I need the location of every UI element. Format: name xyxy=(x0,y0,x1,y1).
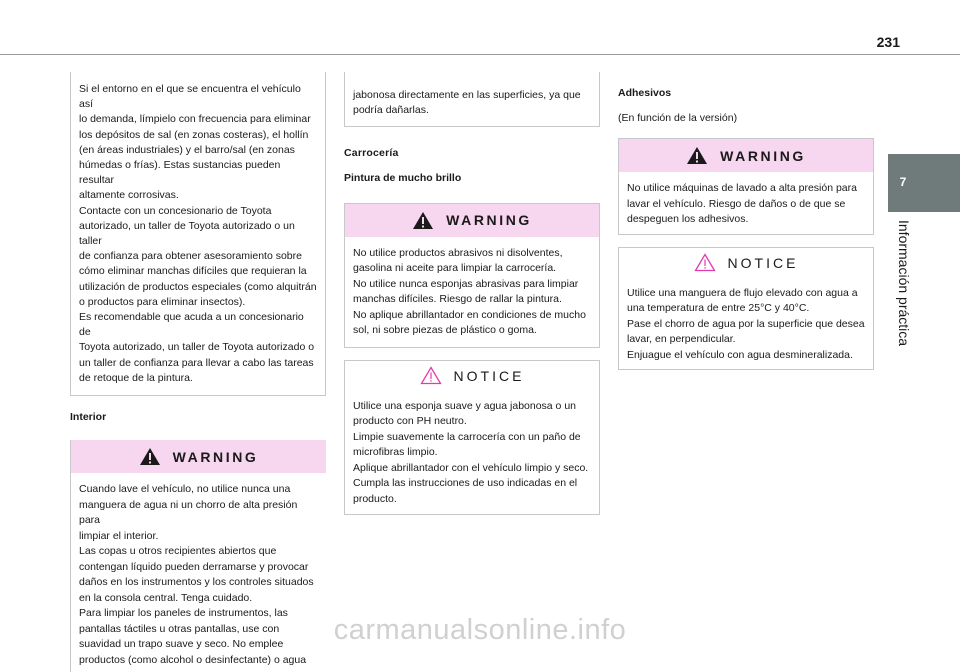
notice-label: NOTICE xyxy=(727,254,799,271)
text-line: lavar, en perpendicular. xyxy=(627,333,736,346)
notice-triangle-icon xyxy=(420,366,442,385)
text-line: los depósitos de sal (en zonas costeras), el hollín xyxy=(79,128,309,141)
text-line: de retoque de la pintura. xyxy=(79,371,193,384)
adhesives-warning-box xyxy=(618,138,874,235)
warning-triangle-icon xyxy=(139,447,161,466)
text-line: No utilice máquinas de lavado a alta presión para xyxy=(627,182,857,195)
text-line: húmedas o frías). Estas sustancias pueden resultar xyxy=(79,159,281,187)
text-line: Aplique abrillantador con el vehículo limpio y seco. xyxy=(353,461,589,474)
text-line: Cumpla las instrucciones de uso indicadas en el xyxy=(353,477,578,490)
text-line: gasolina ni aceite para limpiar la carrocería. xyxy=(353,262,557,275)
text-line: Utilice una manguera de flujo elevado con agua a xyxy=(627,286,858,299)
text-line: lo demanda, límpielo con frecuencia para eliminar xyxy=(79,113,311,126)
text-line: Enjuague el vehículo con agua desmineralizada. xyxy=(627,348,853,361)
version-note: (En función de la versión) xyxy=(618,112,738,125)
body-notice-box xyxy=(344,360,600,516)
text-line: daños en los instrumentos y los controles situados xyxy=(79,576,314,589)
text-line: o productos para eliminar insectos). xyxy=(79,295,246,308)
text-line: podría dañarlas. xyxy=(353,104,429,117)
warning-label: WARNING xyxy=(172,448,259,465)
chapter-title: Información práctica xyxy=(896,220,912,347)
text-line: microfibras limpio. xyxy=(353,446,438,459)
notice-body xyxy=(619,278,873,370)
adhesives-notice-box xyxy=(618,247,874,371)
text-line: No aplique abrillantador en condiciones de mucho xyxy=(353,308,586,321)
section-heading: Carrocería xyxy=(344,147,399,160)
notice-label: NOTICE xyxy=(453,367,525,384)
text-line: utilización de productos especiales (como alquitrán xyxy=(79,280,317,293)
header-rule xyxy=(0,54,960,55)
warning-triangle-icon xyxy=(686,146,708,165)
text-line: de confianza para obtener asesoramiento sobre xyxy=(79,250,302,263)
text-line: Es recomendable que acuda a un concesionario de xyxy=(79,311,304,339)
body-warning-box xyxy=(344,203,600,348)
text-line: despeguen los adhesivos. xyxy=(627,213,749,226)
text-line: autorizado, un taller de Toyota autorizado o un taller xyxy=(79,219,295,248)
warning-header xyxy=(71,440,326,473)
warning-body xyxy=(619,172,873,234)
text-line: Para limpiar los paneles de instrumentos, las xyxy=(79,607,288,620)
continued-box xyxy=(344,72,600,127)
adhesives-heading: Adhesivos xyxy=(618,87,672,99)
text-line: Las copas u otros recipientes abiertos que xyxy=(79,545,277,558)
notice-header xyxy=(345,361,599,391)
text-line: Toyota autorizado, un taller de Toyota autorizado o xyxy=(79,341,315,354)
column-3 xyxy=(618,86,874,370)
text-line: Contacte con un concesionario de Toyota xyxy=(79,204,272,217)
text-line: jabonosa directamente en las superficies, ya que xyxy=(353,89,581,101)
warning-header xyxy=(619,139,873,172)
intro-box xyxy=(70,72,326,396)
text-line: limpiar el interior. xyxy=(79,529,159,542)
chapter-tab[interactable] xyxy=(888,154,960,212)
warning-label: WARNING xyxy=(720,147,806,164)
text-line: Pase el chorro de agua por la superficie que desea xyxy=(627,317,865,330)
text-line: Cuando lave el vehículo, no utilice nunca una xyxy=(79,483,291,496)
text-line: (en áreas industriales) y el barro/sal (en zonas xyxy=(79,143,295,156)
chapter-title-container xyxy=(888,220,918,360)
text-line: No utilice nunca esponjas abrasivas para limpiar xyxy=(353,277,579,290)
watermark: carmanualsonline.info xyxy=(333,614,627,646)
text-line: producto con PH neutro. xyxy=(353,415,467,428)
text-line: Limpie suavemente la carrocería con un paño de xyxy=(353,430,581,443)
text-line: un taller de confianza para llevar a cabo las tareas xyxy=(79,356,314,369)
text-line: producto. xyxy=(353,492,397,505)
text-line: Si el entorno en el que se encuentra el vehículo así xyxy=(79,83,301,111)
column-1 xyxy=(70,72,326,672)
page-number: 231 xyxy=(876,34,900,50)
warning-header xyxy=(345,204,599,237)
text-line: cómo eliminar manchas difíciles que requieran la xyxy=(79,265,307,278)
column-2 xyxy=(344,72,600,515)
text-line: No utilice productos abrasivos ni disolventes, xyxy=(353,246,563,259)
text-line: en la consola central. Tenga cuidado. xyxy=(79,591,253,604)
notice-triangle-icon xyxy=(694,253,716,272)
text-line: manguera de agua ni un chorro de alta presión para xyxy=(79,498,298,527)
text-line: manchas difíciles. Riesgo de rallar la pintura. xyxy=(353,293,562,306)
intro-text xyxy=(79,82,317,386)
chapter-number: 7 xyxy=(899,175,907,189)
text-line: una temperatura de entre 25°C y 40°C. xyxy=(627,302,810,315)
warning-label: WARNING xyxy=(446,212,532,229)
text-line: contengan líquido pueden derramarse y provocar xyxy=(79,560,309,573)
text-line: altamente corrosivas. xyxy=(79,189,179,202)
text-line: sol, ni sobre piezas de plástico o goma. xyxy=(353,324,537,337)
notice-body xyxy=(345,391,599,515)
text-line: pantallas táctiles u otras pantallas, use con xyxy=(79,622,280,635)
subheading: Pintura de mucho brillo xyxy=(344,171,462,184)
text-line: suavidad un trapo suave y seco. No emplee xyxy=(79,638,284,651)
interior-heading: Interior xyxy=(70,411,107,424)
text-line: productos (como alcohol o desinfectante) o agua xyxy=(79,653,307,666)
text-line: Utilice una esponja suave y agua jabonosa o un xyxy=(353,399,576,412)
warning-body xyxy=(345,237,599,347)
warning-triangle-icon xyxy=(412,211,434,230)
notice-header xyxy=(619,248,873,278)
text-line: lavar el vehículo. Riesgo de daños o de que se xyxy=(627,197,846,210)
